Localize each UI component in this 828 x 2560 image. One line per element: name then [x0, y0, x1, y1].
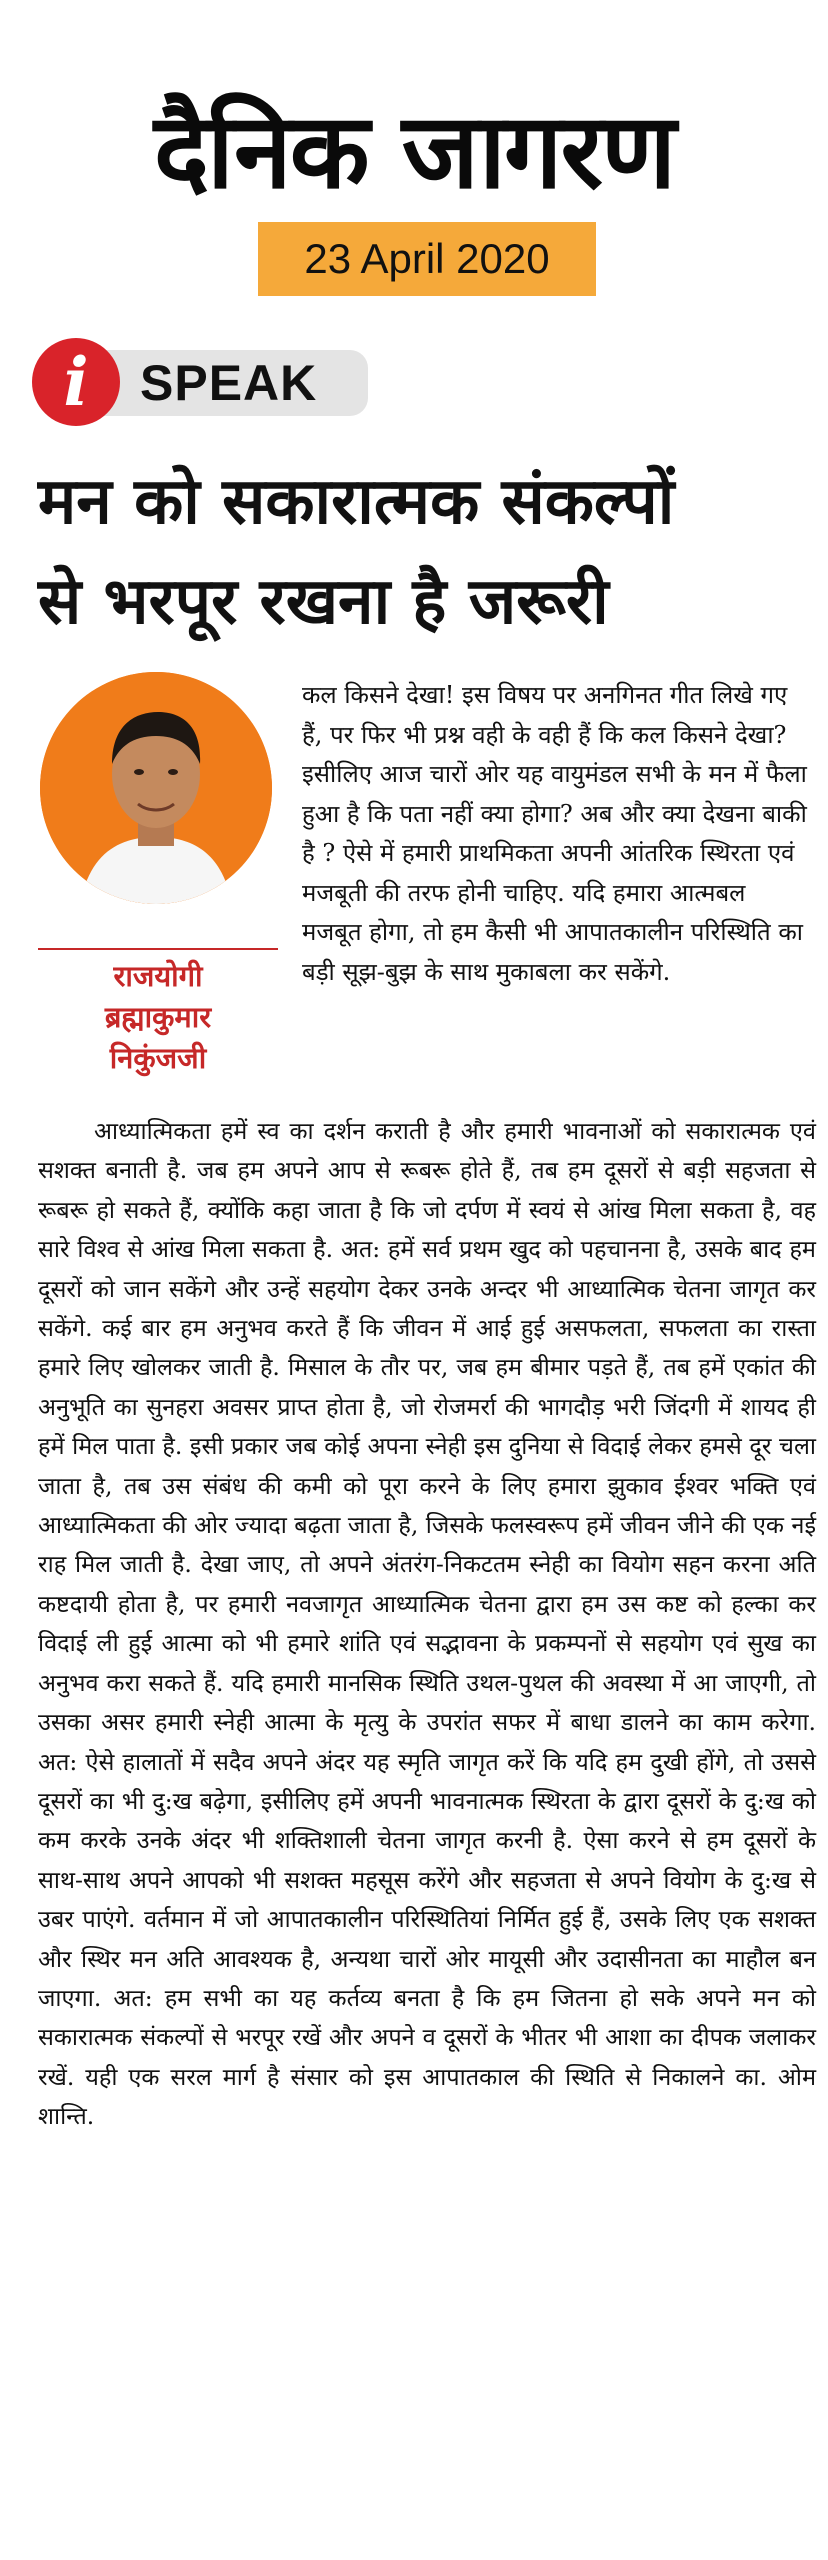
portrait-illustration-icon	[40, 672, 272, 904]
publication-date: 23 April 2020	[258, 222, 596, 296]
author-portrait	[40, 672, 272, 904]
i-logo-icon: i	[32, 338, 120, 426]
author-byline	[38, 956, 278, 1079]
badge-text: SPEAK	[140, 355, 318, 411]
article-headline	[38, 452, 808, 652]
intro-paragraph: कल किसने देखा! इस विषय पर अनगिनत गीत लिखे गए हैं, पर फिर भी प्रश्न वही के वही हैं कि कल किसने देखा? इसीलिए आज चारों ओर यह वायुमंडल सभी के मन में फैला हुआ है कि पता नहीं क्या होगा? अब और क्या देखना बाकी है ? ऐसे में हमारी प्राथमिकता अपनी आंतरिक स्थिरता एवं मजबूती की तरफ होनी चाहिए. यदि हमारा आत्मबल मजबूत होगा, तो हम कैसी भी आपातकालीन परिस्थिति का बड़ी सूझ-बुझ के साथ मुकाबला कर सकेंगे.	[302, 681, 807, 986]
headline-line-2: से भरपूर रखना है जरूरी	[38, 565, 609, 639]
byline-divider	[38, 948, 278, 950]
author-title: राजयोगी	[113, 959, 203, 993]
ispeak-badge	[32, 338, 344, 426]
author-organization: ब्रह्माकुमार	[104, 1000, 212, 1034]
body-paragraph: आध्यात्मिकता हमें स्व का दर्शन कराती है और हमारी भावनाओं को सकारात्मक एवं सशक्त बनाती है. जब हम अपने आप से रूबरू होते हैं, तब हम दूसरों से बड़ी सहजता से रूबरू हो सकते हैं, क्योंकि कहा जाता है कि जो दर्पण में स्वयं से आंख मिला सकता है, वह सारे विश्व से आंख मिला सकता है. अत: हमें सर्व प्रथम खुद को पहचानना है, उसके बाद हम दूसरों को जान सकेंगे और उन्हें सहयोग देकर उनके अन्दर भी आध्यात्मिक चेतना जागृत कर सकेंगे. कई बार हम अनुभव करते हैं कि जीवन में आई हुई असफलता, सफलता का रास्ता हमारे लिए खोलकर जाती है. मिसाल के तौर पर, जब हम बीमार पड़ते हैं, तब हमें एकांत की अनुभूति का सुनहरा अवसर प्राप्त होता है, जो रोजमर्रा की भागदौड़ भरी जिंदगी में शायद ही हमें मिल पाता है. इसी प्रकार जब कोई अपना स्नेही इस दुनिया से विदाई लेकर हमसे दूर चला जाता है, तब उस संबंध की कमी को पूरा करने के लिए हमारा झुकाव ईश्वर भक्ति एवं आध्यात्मिकता की ओर ज्यादा बढ़ता जाता है, जिसके फलस्वरूप हमें जीवन जीने की एक नई राह मिल जाती है. देखा जाए, तो अपने अंतरंग-निकटतम स्नेही का वियोग सहन करना अति कष्टदायी होता है, पर हमारी नवजागृत आध्यात्मिक चेतना द्वारा हम उस कष्ट को हल्का कर विदाई ली हुई आत्मा को भी हमारे शांति एवं सद्भावना के प्रकम्पनों से सहयोग एवं सुख का अनुभव करा सकते हैं. यदि हमारी मानसिक स्थिति उथल-पुथल की अवस्था में आ जाएगी, तो उसका असर हमारी स्नेही आत्मा के मृत्यु के उपरांत सफर में बाधा डालने का काम करेगा. अत: ऐसे हालातों में सदैव अपने अंदर यह स्मृति जागृत करें कि यदि हम दुखी होंगे, तो उससे दूसरों का भी दु:ख बढ़ेगा, इसीलिए हमें अपनी भावनात्मक स्थिरता के द्वारा दूसरों के दु:ख को कम करके उनके अंदर भी शक्तिशाली चेतना जागृत करनी है. ऐसा करने से हम दूसरों के साथ-साथ अपने आपको भी सशक्त महसूस करेंगे और सहजता से अपने वियोग के दु:ख से उबर पाएंगे. वर्तमान में जो आपातकालीन परिस्थितियां निर्मित हुई हैं, उसके लिए एक सशक्त और स्थिर मन अति आवश्यक है, अन्यथा चारों ओर मायूसी और उदासीनता का माहौल बन जाएगा. अत: हम सभी का यह कर्तव्य बनता है कि हम जितना हो सके अपने मन को सकारात्मक संकल्पों से भरपूर रखें और अपने व दूसरों के भीतर भी आशा का दीपक जलाकर रखें. यही एक सरल मार्ग है संसार को इस आपातकाल की स्थिति से निकालने का. ओम शान्ति.	[38, 1117, 816, 2131]
author-name: निकुंजजी	[109, 1041, 207, 1075]
headline-line-1: मन को सकारात्मक संकल्पों	[38, 465, 675, 539]
newspaper-masthead: दैनिक जागरण	[153, 90, 675, 212]
